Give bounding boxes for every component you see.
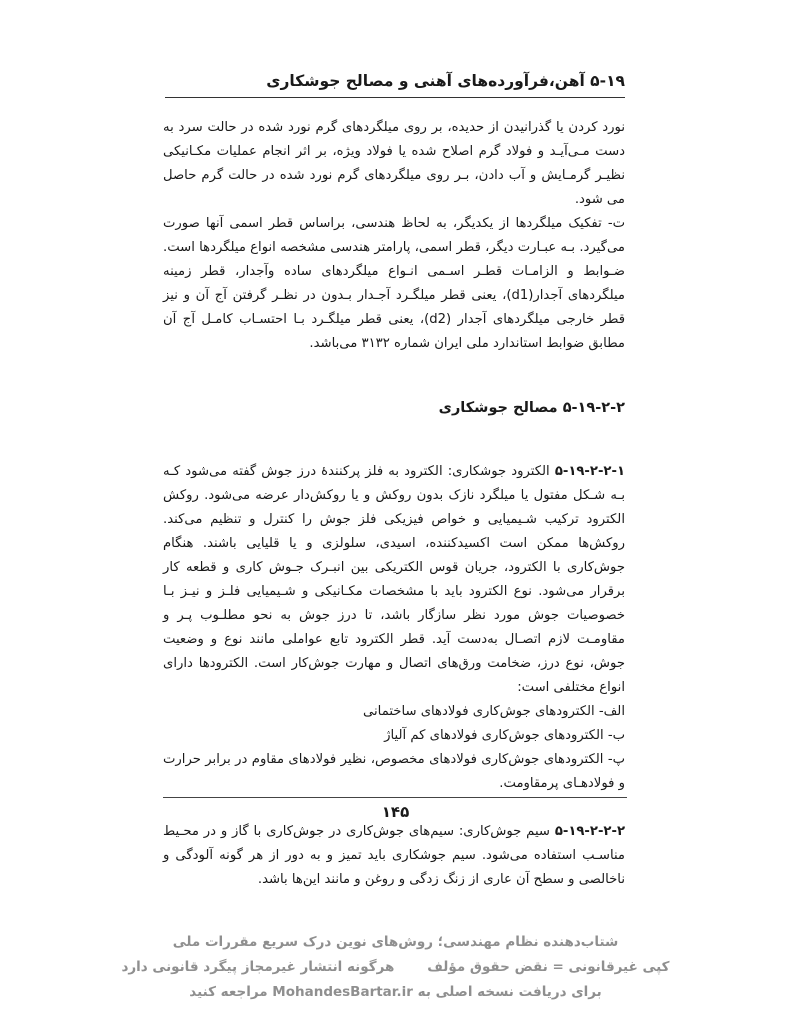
electrode-paragraph bbox=[163, 460, 625, 700]
page-body bbox=[163, 116, 625, 892]
wire-text: سیم جوش‌کاری: سیم‌های جوش‌کاری در جوش‌کاری با گاز و در محـیط مناسـب استفاده می‌شود. سیم جوشکاری باید تمیز و به دور از هر گونه آلودگی و ناخالصی و سطح آن عاری از زنگ زدگی و روغن و مانند این‌ها باشد. bbox=[163, 824, 625, 887]
page-number: ۱۴۵ bbox=[381, 803, 410, 821]
footer-rule bbox=[163, 797, 627, 798]
chapter-title: ۵-۱۹ آهن،فرآورده‌های آهنی و مصالح جوشکاری bbox=[266, 72, 625, 90]
wire-paragraph bbox=[163, 820, 625, 892]
electrode-type-pe: پ- الکترودهای جوش‌کاری فولادهای مخصوص، نظیر فولادهای مقاوم در برابر حرارت و فولادهـای پرمقاومت. bbox=[163, 752, 625, 791]
watermark bbox=[0, 930, 791, 1005]
running-header bbox=[165, 70, 625, 98]
electrode-type-alef: الف- الکترودهای جوش‌کاری فولادهای ساختمانی bbox=[363, 704, 625, 719]
watermark-line-3: برای دریافت نسخه اصلی به MohandesBartar.ir مراجعه کنید bbox=[189, 984, 602, 1000]
header-rule bbox=[165, 97, 625, 98]
watermark-line-2: کپی غیرقانونی = نقض حقوق مؤلف هرگونه انتشار غیرمجاز پیگرد قانونی دارد bbox=[121, 959, 670, 975]
watermark-line-1: شتاب‌دهنده نظام مهندسی؛ روش‌های نوین درک سریع مقررات ملی bbox=[172, 934, 619, 950]
section-heading: ۵-۱۹-۲-۲ مصالح جوشکاری bbox=[438, 400, 625, 416]
electrode-type-be: ب- الکترودهای جوش‌کاری فولادهای کم آلیاژ bbox=[384, 728, 625, 743]
intro-paragraph: نورد کردن یا گذرانیدن از حدیده، بر روی میلگردهای گرم نورد شده در حالت سرد به دست مـی‌آیـد و فولاد گرم اصلاح شده یا فولاد ویژه، بر اثر انجام عملیات مکـانیکی نظیـر گرمـایش و آب دادن، بـر روی میلگردهای گرم نورد شده در حالت گرم حاصل می شود. bbox=[163, 120, 625, 207]
paragraph-te: ت- تفکیک میلگردها از یکدیگر، به لحاظ هندسی، براساس قطر اسمی آنها صورت می‌گیرد. بـه عبـارت دیگر، قطر اسمی، پارامتر هندسی مشخصه انواع میلگردها است. ضـوابط و الزامـات قطـر اسـمی انـواع میلگردهای ساده وآجدار، قطر زمینه میلگردهای آجدار(d1)، یعنی قطر میلگـرد آجـدار بـدون در نظـر گرفتن آج آن و نیز قطر خارجی میلگردهای آجدار (d2)، یعنی قطر میلگـرد بـا احتسـاب کامـل آج آن مطابق ضوابط استاندارد ملی ایران شماره ۳۱۳۲ می‌باشد. bbox=[163, 216, 625, 351]
electrode-number: ۵-۱۹-۲-۲-۱ bbox=[554, 464, 625, 479]
electrode-text: الکترود جوشکاری: الکترود به فلز پرکنندهٔ درز جوش گفته می‌شود کـه بـه شـکل مفتول یا میلگرد نازک بدون روکش و یا روکش‌دار عرضه می‌شود. روکش الکترود ترکیب شـیمیایی و خواص فیزیکی فلز جوش را کنترل و تنظیم می‌کند. روکش‌ها ممکن است اکسیدکننده، اسیدی، سلولزی و یا قلیایی باشند. هنگام جوش‌کاری با الکترود، جریان قوس الکتریکی بین انبـرک جـوش کاری و قطعه کار برقرار می‌شود. نوع الکترود باید با مشخصات مکـانیکی و شـیمیایی فلـز و نیـز بـا خصوصیات جوش مورد نظر سازگار باشد، تا درز جوش به نحو مطلـوب پـر و مقاومـت لازم اتصـال به‌دست آید. قطر الکترود تابع عواملی مانند نوع و وضعیت جوش، نوع درز، ضخامت ورق‌های اتصال و مهارت جوش‌کار است. الکترودها دارای انواع مختلفی است: bbox=[163, 464, 625, 695]
wire-number: ۵-۱۹-۲-۲-۲ bbox=[554, 824, 625, 839]
